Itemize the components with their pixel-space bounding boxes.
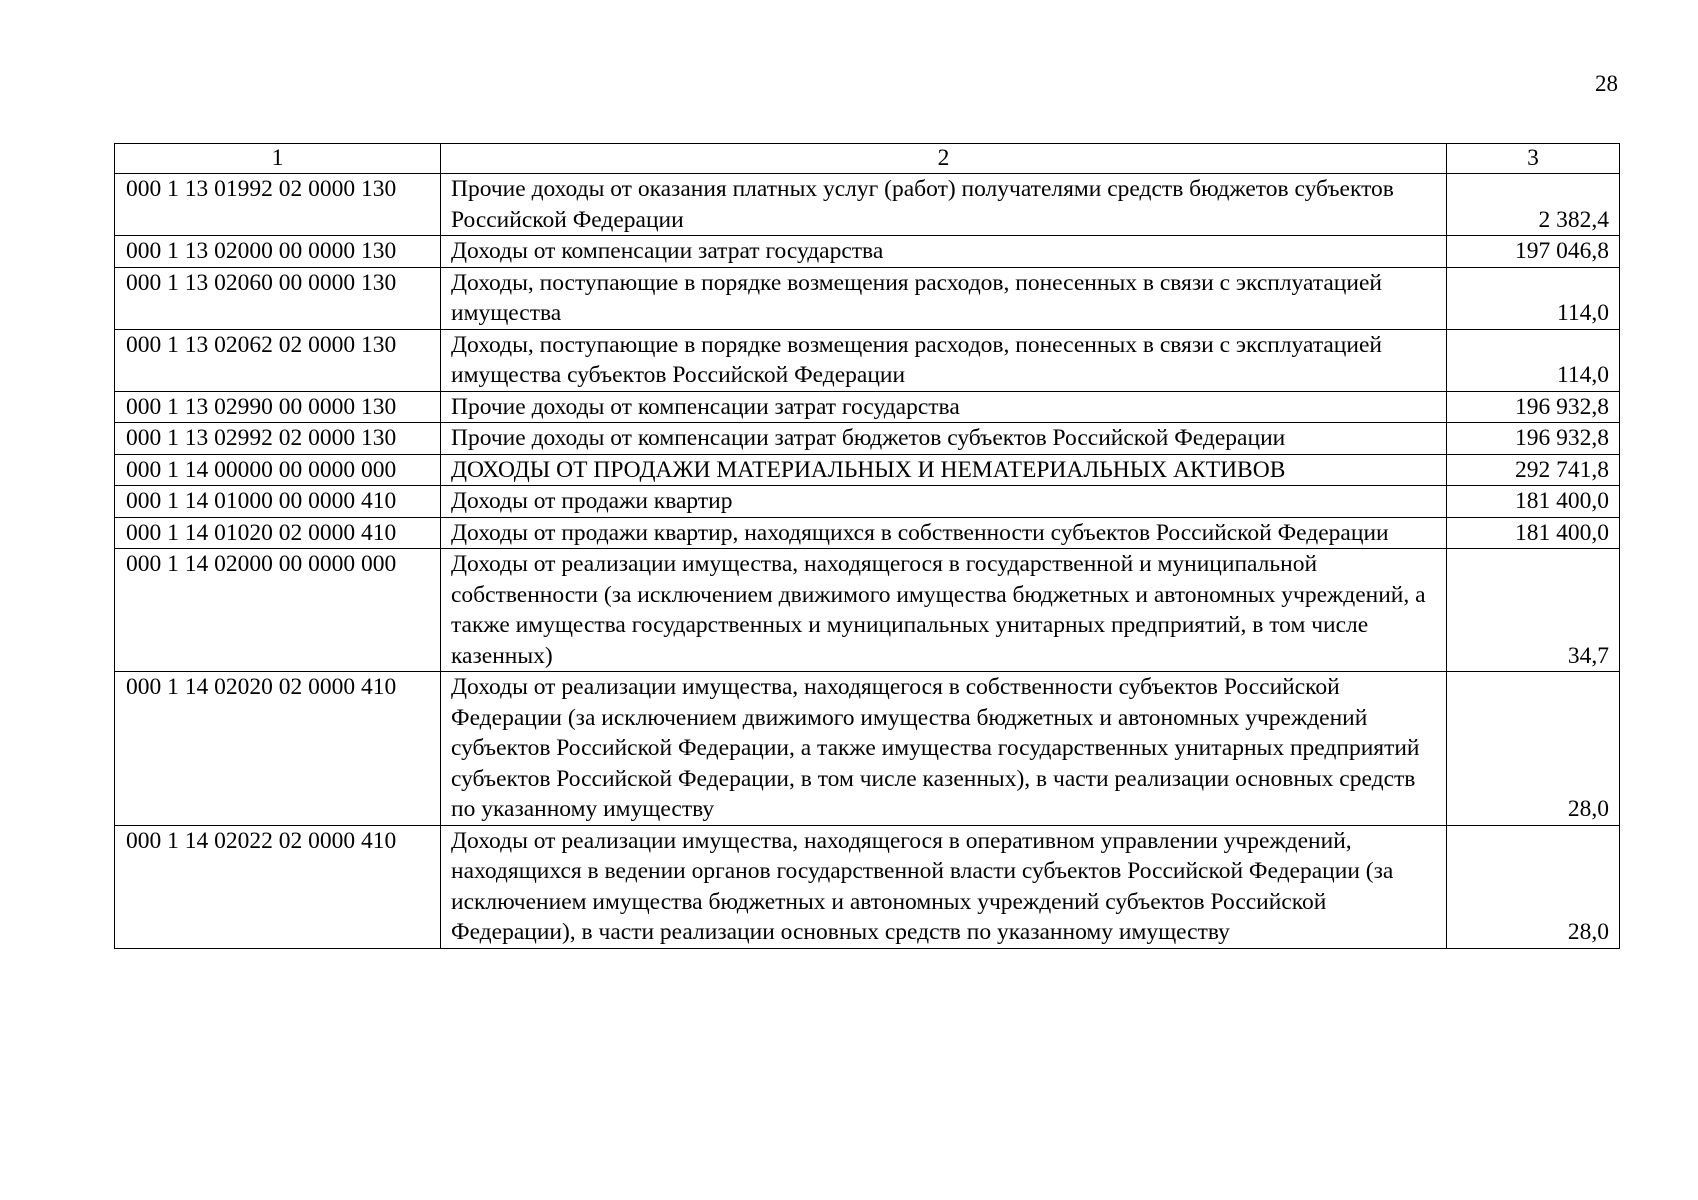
revenue-name-cell: Прочие доходы от компенсации затрат бюджетов субъектов Российской Федерации	[441, 423, 1447, 455]
budget-code-cell: 000 1 14 00000 00 0000 000	[115, 454, 441, 486]
column-header-code: 1	[115, 144, 441, 174]
budget-code-cell: 000 1 13 02062 02 0000 130	[115, 329, 441, 391]
budget-code-cell: 000 1 14 02020 02 0000 410	[115, 672, 441, 826]
page-number: 28	[1595, 71, 1618, 96]
amount-cell: 34,7	[1447, 549, 1620, 672]
table-row	[115, 454, 1620, 486]
revenue-name-cell: Доходы от реализации имущества, находящегося в государственной и муниципальной собственности (за исключением движимого имущества бюджетных и автономных учреждений, а также имущества государственных и муниципальных унитарных предприятий, в том числе казенных)	[441, 549, 1447, 672]
budget-code-cell: 000 1 13 01992 02 0000 130	[115, 174, 441, 236]
budget-code-cell: 000 1 14 02000 00 0000 000	[115, 549, 441, 672]
amount-cell: 181 400,0	[1447, 517, 1620, 549]
amount-cell: 114,0	[1447, 329, 1620, 391]
revenue-name-cell: Доходы от продажи квартир, находящихся в собственности субъектов Российской Федерации	[441, 517, 1447, 549]
amount-cell: 181 400,0	[1447, 486, 1620, 518]
amount-cell: 197 046,8	[1447, 236, 1620, 268]
budget-code-cell: 000 1 14 01020 02 0000 410	[115, 517, 441, 549]
column-header-name: 2	[441, 144, 1447, 174]
revenue-name-cell: Доходы от компенсации затрат государства	[441, 236, 1447, 268]
table-row	[115, 391, 1620, 423]
table-row	[115, 174, 1620, 236]
amount-cell: 2 382,4	[1447, 174, 1620, 236]
table-row	[115, 825, 1620, 948]
budget-revenue-table	[114, 143, 1620, 949]
table-row	[115, 517, 1620, 549]
budget-code-cell: 000 1 13 02992 02 0000 130	[115, 423, 441, 455]
revenue-name-cell: Доходы от реализации имущества, находящегося в собственности субъектов Российской Федерации (за исключением движимого имущества бюджетных и автономных учреждений субъектов Российской Федерации, а также имущества государственных унитарных предприятий субъектов Российской Федерации, в том числе казенных), в части реализации основных средств по указанному имуществу	[441, 672, 1447, 826]
table-row	[115, 329, 1620, 391]
amount-cell: 292 741,8	[1447, 454, 1620, 486]
budget-code-cell: 000 1 14 01000 00 0000 410	[115, 486, 441, 518]
revenue-name-cell: Доходы, поступающие в порядке возмещения расходов, понесенных в связи с эксплуатацией имущества субъектов Российской Федерации	[441, 329, 1447, 391]
amount-cell: 28,0	[1447, 672, 1620, 826]
revenue-name-cell: Доходы от реализации имущества, находящегося в оперативном управлении учреждений, находящихся в ведении органов государственной власти субъектов Российской Федерации (за исключением имущества бюджетных и автономных учреждений субъектов Российской Федерации), в части реализации основных средств по указанному имуществу	[441, 825, 1447, 948]
budget-code-cell: 000 1 13 02060 00 0000 130	[115, 267, 441, 329]
revenue-name-cell: Доходы, поступающие в порядке возмещения расходов, понесенных в связи с эксплуатацией имущества	[441, 267, 1447, 329]
table-row	[115, 423, 1620, 455]
table-header	[115, 144, 1620, 174]
revenue-name-cell: Прочие доходы от оказания платных услуг (работ) получателями средств бюджетов субъектов Российской Федерации	[441, 174, 1447, 236]
revenue-name-cell: ДОХОДЫ ОТ ПРОДАЖИ МАТЕРИАЛЬНЫХ И НЕМАТЕРИАЛЬНЫХ АКТИВОВ	[441, 454, 1447, 486]
amount-cell: 196 932,8	[1447, 391, 1620, 423]
table-row	[115, 486, 1620, 518]
amount-cell: 114,0	[1447, 267, 1620, 329]
amount-cell: 28,0	[1447, 825, 1620, 948]
table-row	[115, 549, 1620, 672]
budget-code-cell: 000 1 13 02990 00 0000 130	[115, 391, 441, 423]
table-row	[115, 672, 1620, 826]
table-row	[115, 236, 1620, 268]
budget-code-cell: 000 1 13 02000 00 0000 130	[115, 236, 441, 268]
table-header-row	[115, 144, 1620, 174]
revenue-name-cell: Прочие доходы от компенсации затрат государства	[441, 391, 1447, 423]
amount-cell: 196 932,8	[1447, 423, 1620, 455]
budget-code-cell: 000 1 14 02022 02 0000 410	[115, 825, 441, 948]
revenue-name-cell: Доходы от продажи квартир	[441, 486, 1447, 518]
column-header-amount: 3	[1447, 144, 1620, 174]
table-body	[115, 174, 1620, 949]
table-row	[115, 267, 1620, 329]
